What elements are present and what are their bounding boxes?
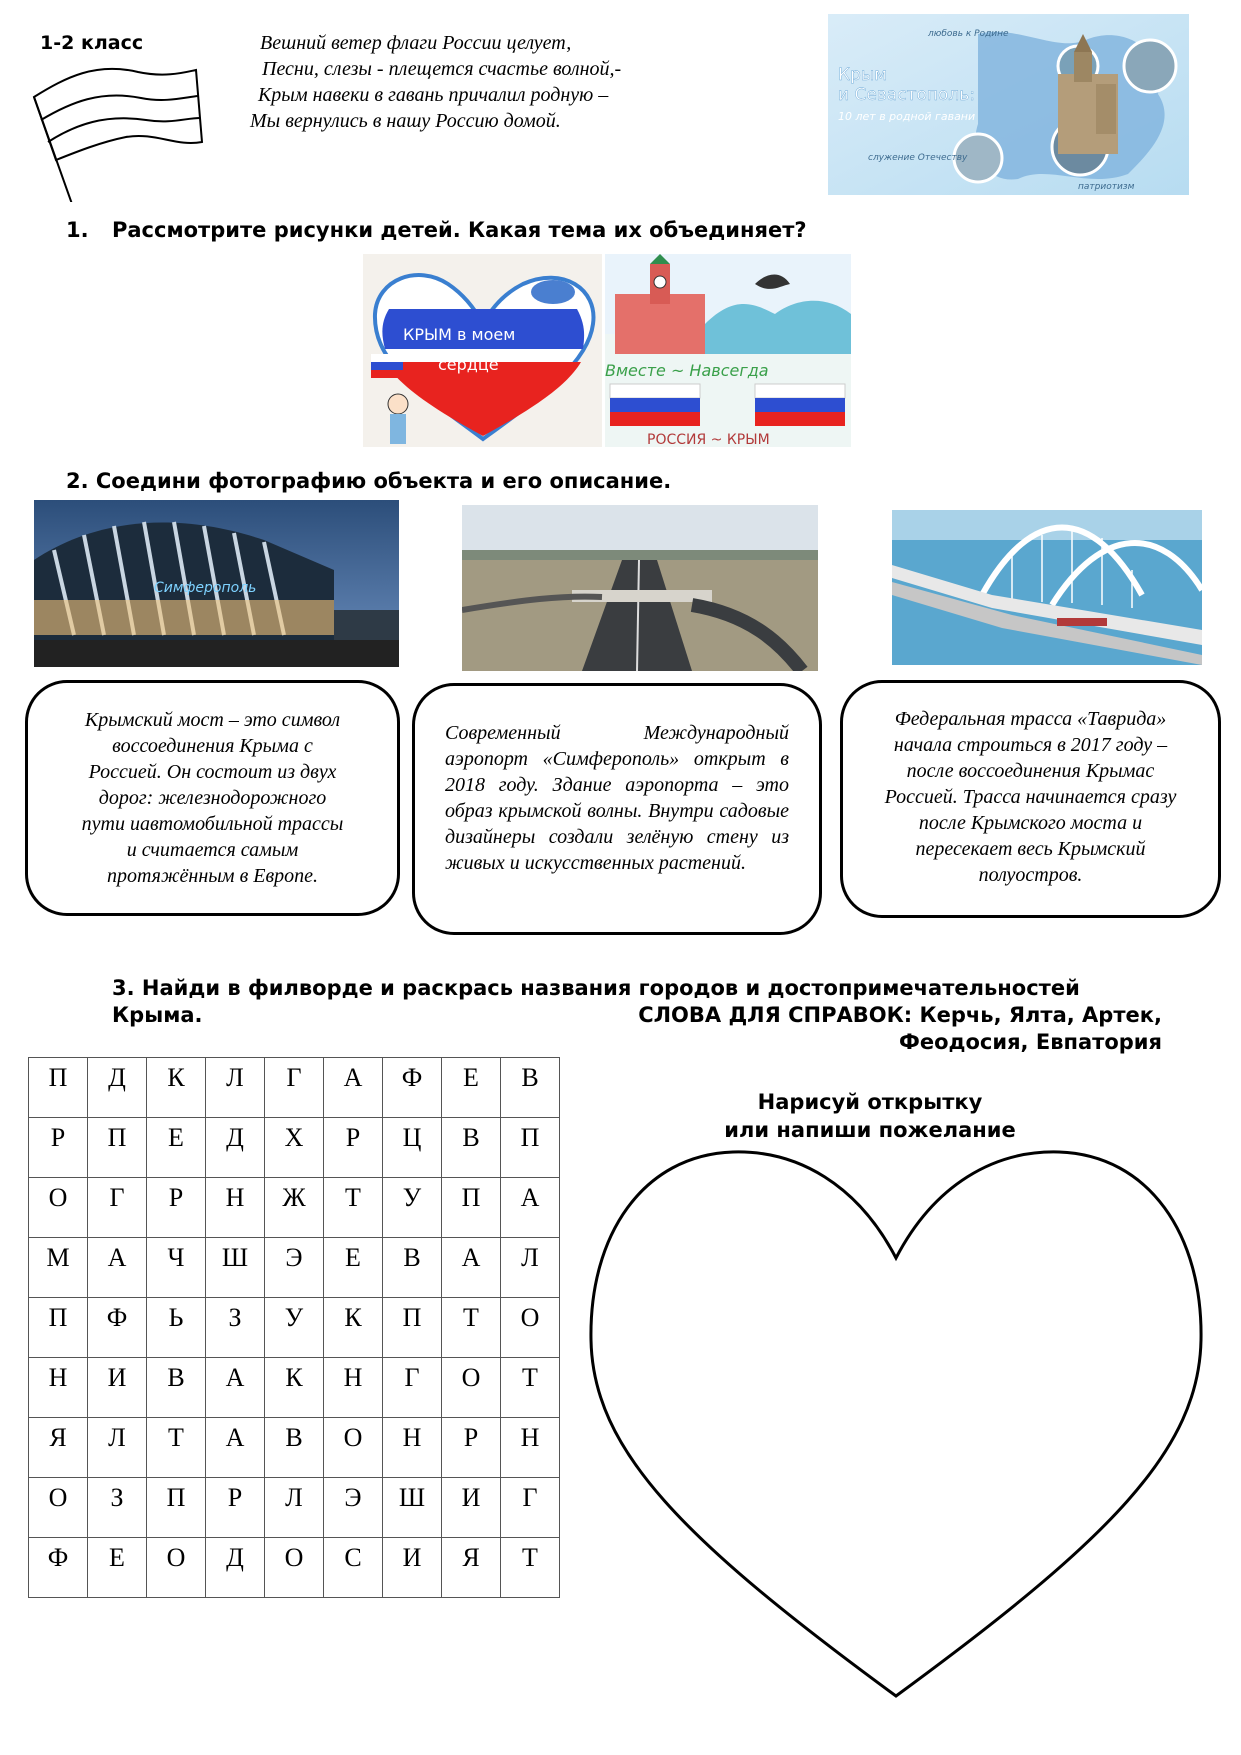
grid-cell[interactable]: Т [501,1358,560,1418]
grid-cell[interactable]: Г [501,1478,560,1538]
svg-text:10 лет в родной гавани: 10 лет в родной гавани [838,110,976,123]
grid-cell[interactable]: П [442,1178,501,1238]
grid-cell[interactable]: П [147,1478,206,1538]
grid-cell[interactable]: О [147,1538,206,1598]
word-search-grid [28,1057,560,1598]
grid-cell[interactable]: П [383,1298,442,1358]
grid-cell[interactable]: В [265,1418,324,1478]
grid-cell[interactable]: Т [501,1538,560,1598]
grid-cell[interactable]: Н [324,1358,383,1418]
grid-row [29,1118,560,1178]
grid-cell[interactable]: А [501,1178,560,1238]
grid-cell[interactable]: К [147,1058,206,1118]
grid-cell[interactable]: Я [29,1418,88,1478]
description-line: пути иавтомобильной трассы [81,813,344,835]
grade-label: 1-2 класс [40,32,144,54]
grid-cell[interactable]: Л [501,1238,560,1298]
card-instruction-line: или напиши пожелание [724,1118,1016,1142]
svg-text:Крым: Крым [838,65,888,85]
grid-cell[interactable]: Д [88,1058,147,1118]
grid-cell[interactable]: Ц [383,1118,442,1178]
grid-cell[interactable]: К [324,1298,383,1358]
grid-cell[interactable]: Я [442,1538,501,1598]
flag-outline-icon [26,52,206,202]
grid-cell[interactable]: П [29,1058,88,1118]
word-hints: Феодосия, Евпатория [899,1030,1162,1054]
grid-cell[interactable]: Ф [383,1058,442,1118]
grid-cell[interactable]: Г [383,1358,442,1418]
description-line: Крымский мост – это символ [84,709,341,731]
card-instruction-line: Нарисуй открытку [757,1090,983,1114]
question-1 [66,218,807,242]
svg-text:РОССИЯ ~ КРЫМ: РОССИЯ ~ КРЫМ [647,432,770,447]
grid-cell[interactable]: Р [442,1418,501,1478]
card-instruction [680,1088,1060,1144]
grid-row [29,1178,560,1238]
grid-cell[interactable]: О [324,1418,383,1478]
description-airport: Современный Международный аэропорт «Симферополь» открыт в 2018 году. Здание аэропорта – это образ крымской волны. Внутри садовые дизайнеры создали зелёную стену из живых и искусственных растений. [412,683,822,935]
question-3 [112,975,1162,1056]
grid-cell[interactable]: У [383,1178,442,1238]
grid-cell[interactable]: П [88,1118,147,1178]
grid-cell[interactable]: Ж [265,1178,324,1238]
grid-cell[interactable]: О [29,1178,88,1238]
highway-photo [462,505,818,671]
grid-cell[interactable]: П [501,1118,560,1178]
description-line: протяжённым в Европе. [106,865,319,887]
grid-cell[interactable]: Т [324,1178,383,1238]
grid-cell[interactable]: Т [442,1298,501,1358]
grid-cell[interactable]: З [206,1298,265,1358]
question-3-line: Крыма. [112,1003,203,1027]
grid-cell[interactable]: Р [147,1178,206,1238]
grid-cell[interactable]: О [265,1538,324,1598]
grid-cell[interactable]: Ь [147,1298,206,1358]
grid-cell[interactable]: Н [29,1358,88,1418]
grid-cell[interactable]: Ш [206,1238,265,1298]
grid-cell[interactable]: И [383,1538,442,1598]
grid-cell[interactable]: В [442,1118,501,1178]
grid-cell[interactable]: П [29,1298,88,1358]
grid-cell[interactable]: Э [265,1238,324,1298]
grid-cell[interactable]: Л [206,1058,265,1118]
grid-cell[interactable]: К [265,1358,324,1418]
grid-cell[interactable]: Л [88,1418,147,1478]
svg-text:Вместе ~ Навсегда: Вместе ~ Навсегда [605,361,769,380]
grid-cell[interactable]: Н [501,1418,560,1478]
svg-text:Симферополь: Симферополь [154,580,257,596]
grid-cell[interactable]: Ч [147,1238,206,1298]
description-line: Россией. Он состоит из двух [88,761,337,783]
grid-cell[interactable]: Е [88,1538,147,1598]
grid-cell[interactable]: Ш [383,1478,442,1538]
heart-outline[interactable] [583,1140,1209,1710]
poem-line: Песни, слезы - плещется счастье волной,- [262,58,622,80]
airport-photo [34,500,399,667]
grid-cell[interactable]: В [147,1358,206,1418]
question-text: Рассмотрите рисунки детей. Какая тема их объединяет? [112,218,807,242]
grid-cell[interactable]: Д [206,1118,265,1178]
grid-cell[interactable]: А [88,1238,147,1298]
child-drawing-kremlin [605,254,851,447]
grid-cell[interactable]: Ф [88,1298,147,1358]
question-3-line: 3. Найди в филворде и раскрась названия городов и достопримечательностей [112,976,1080,1000]
grid-cell[interactable]: Р [206,1478,265,1538]
svg-text:патриотизм: патриотизм [1078,182,1135,192]
grid-cell[interactable]: А [442,1238,501,1298]
grid-cell[interactable]: Н [206,1178,265,1238]
grid-cell[interactable]: М [29,1238,88,1298]
grid-cell[interactable]: Е [442,1058,501,1118]
description-bridge [25,680,400,916]
grid-row [29,1478,560,1538]
child-drawing-heart [363,254,602,447]
grid-cell[interactable]: О [442,1358,501,1418]
grid-row [29,1358,560,1418]
word-hints: СЛОВА ДЛЯ СПРАВОК: Керчь, Ялта, Артек, [638,1003,1162,1027]
grid-row [29,1058,560,1118]
grid-cell[interactable]: Е [324,1238,383,1298]
svg-text:любовь к Родине: любовь к Родине [928,29,1009,39]
description-line: воссоединения Крыма с [112,735,313,757]
grid-cell[interactable]: Д [206,1538,265,1598]
grid-cell[interactable]: И [442,1478,501,1538]
grid-row [29,1538,560,1598]
grid-row [29,1238,560,1298]
grid-cell[interactable]: У [265,1298,324,1358]
question-2: 2. Соедини фотографию объекта и его описание. [66,469,672,493]
grid-cell[interactable]: И [88,1358,147,1418]
grid-cell[interactable]: Н [383,1418,442,1478]
grid-cell[interactable]: Ф [29,1538,88,1598]
svg-text:КРЫМ в моем: КРЫМ в моем [403,325,516,344]
description-line: дорог: железнодорожного [98,787,327,809]
question-number: 1. [66,218,89,242]
grid-cell[interactable]: Т [147,1418,206,1478]
grid-cell[interactable]: Э [324,1478,383,1538]
grid-cell[interactable]: А [206,1358,265,1418]
anniversary-banner [828,14,1189,195]
grid-cell[interactable]: Е [147,1118,206,1178]
description-line: и считается самым [126,839,299,861]
poem-line: Крым навеки в гавань причалил родную – [258,84,609,106]
poem-line: Вешний ветер флаги России целует, [260,32,572,54]
grid-cell[interactable]: О [501,1298,560,1358]
grid-cell[interactable]: Г [265,1058,324,1118]
crimean-bridge-photo [892,510,1202,665]
poem-line: Мы вернулись в нашу Россию домой. [250,110,561,132]
grid-cell[interactable]: Г [88,1178,147,1238]
poem [250,30,621,134]
svg-text:и Севастополь:: и Севастополь: [838,85,975,105]
grid-cell[interactable]: Х [265,1118,324,1178]
grid-cell[interactable]: В [383,1238,442,1298]
grid-cell[interactable]: Р [29,1118,88,1178]
grid-cell[interactable]: О [29,1478,88,1538]
grid-row [29,1418,560,1478]
grid-row [29,1298,560,1358]
svg-text:служение Отечеству: служение Отечеству [868,153,968,163]
description-highway: Федеральная трасса «Таврида» начала строиться в 2017 году – после воссоединения Крымас Россией. Трасса начинается сразу после Крымского моста и пересекает весь Крымский полуостров. [840,680,1221,918]
grid-cell[interactable]: Р [324,1118,383,1178]
grid-cell[interactable]: С [324,1538,383,1598]
grid-cell[interactable]: В [501,1058,560,1118]
grid-cell[interactable]: А [324,1058,383,1118]
grid-cell[interactable]: З [88,1478,147,1538]
svg-text:сердце: сердце [438,355,499,374]
grid-cell[interactable]: А [206,1418,265,1478]
grid-cell[interactable]: Л [265,1478,324,1538]
